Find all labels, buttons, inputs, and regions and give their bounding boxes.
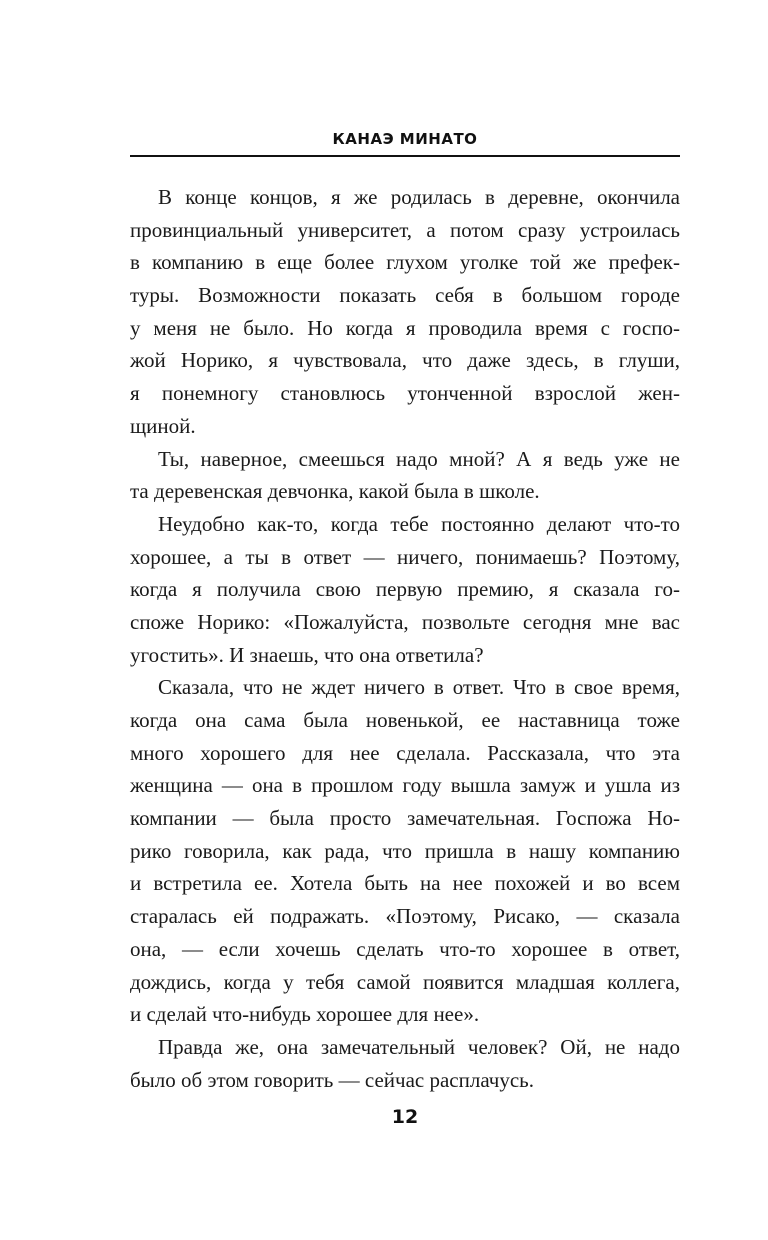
text-line: Неудобно как-то, когда тебе постоянно делают что-то — [158, 511, 680, 536]
text-line: я понемногу становлюсь утонченной взрослой жен- — [130, 381, 680, 406]
text-line: Сказала, что не ждет ничего в ответ. Что в свое время, — [158, 675, 680, 700]
paragraph — [130, 671, 680, 1031]
text-line: щиной. — [130, 413, 196, 438]
paragraph — [130, 443, 680, 508]
text-line: и сделай что-нибудь хорошее для нее». — [130, 1002, 480, 1027]
text-line: туры. Возможности показать себя в большом городе — [130, 283, 680, 308]
text-line: когда она сама была новенькой, ее наставница тоже — [130, 708, 680, 732]
text-line: компании — была просто замечательная. Госпожа Но- — [130, 806, 680, 831]
text-line: она, — если хочешь сделать что-то хорошее в ответ, — [130, 936, 680, 961]
header-rule — [130, 155, 680, 157]
text-line: много хорошего для нее сделала. Рассказала, что эта — [130, 740, 680, 765]
text-line: у меня не было. Но когда я проводила время с госпо- — [130, 315, 680, 340]
text-line: провинциальный университет, а потом сразу устроилась — [130, 217, 680, 242]
text-line: было об этом говорить — сейчас расплачусь. — [130, 1067, 535, 1092]
page-number: 12 — [391, 1106, 419, 1128]
text-line: женщина — она в прошлом году вышла замуж и ушла из — [130, 773, 680, 798]
text-line: В конце концов, я же родилась в деревне, окончила — [158, 185, 680, 209]
paragraph — [130, 508, 680, 671]
text-line: и встретила ее. Хотела быть на нее похожей и во всем — [130, 871, 680, 896]
text-line: Ты, наверное, смеешься надо мной? А я ведь уже не — [158, 446, 680, 471]
text-line: хорошее, а ты в ответ — ничего, понимаешь? Поэтому, — [130, 544, 680, 569]
running-head: КАНАЭ МИНАТО — [332, 130, 478, 148]
paragraph — [130, 1031, 680, 1096]
text-line: когда я получила свою первую премию, я сказала го- — [130, 577, 680, 602]
text-line: споже Норико: «Пожалуйста, позвольте сегодня мне вас — [130, 609, 680, 634]
text-line: рико говорила, как рада, что пришла в нашу компанию — [130, 838, 680, 863]
text-line: жой Норико, я чувствовала, что даже здесь, в глуши, — [130, 348, 680, 373]
text-line: старалась ей подражать. «Поэтому, Рисако, — сказала — [130, 904, 680, 929]
paragraph — [130, 181, 680, 443]
page-body — [130, 181, 680, 1096]
text-line: в компанию в еще более глухом уголке той же префек- — [130, 250, 680, 275]
text-line: дождись, когда у тебя самой появится младшая коллега, — [130, 969, 680, 994]
text-line: Правда же, она замечательный человек? Ой, не надо — [158, 1034, 680, 1059]
text-line: угостить». И знаешь, что она ответила? — [130, 642, 484, 667]
text-line: та деревенская девчонка, какой была в школе. — [130, 479, 540, 504]
